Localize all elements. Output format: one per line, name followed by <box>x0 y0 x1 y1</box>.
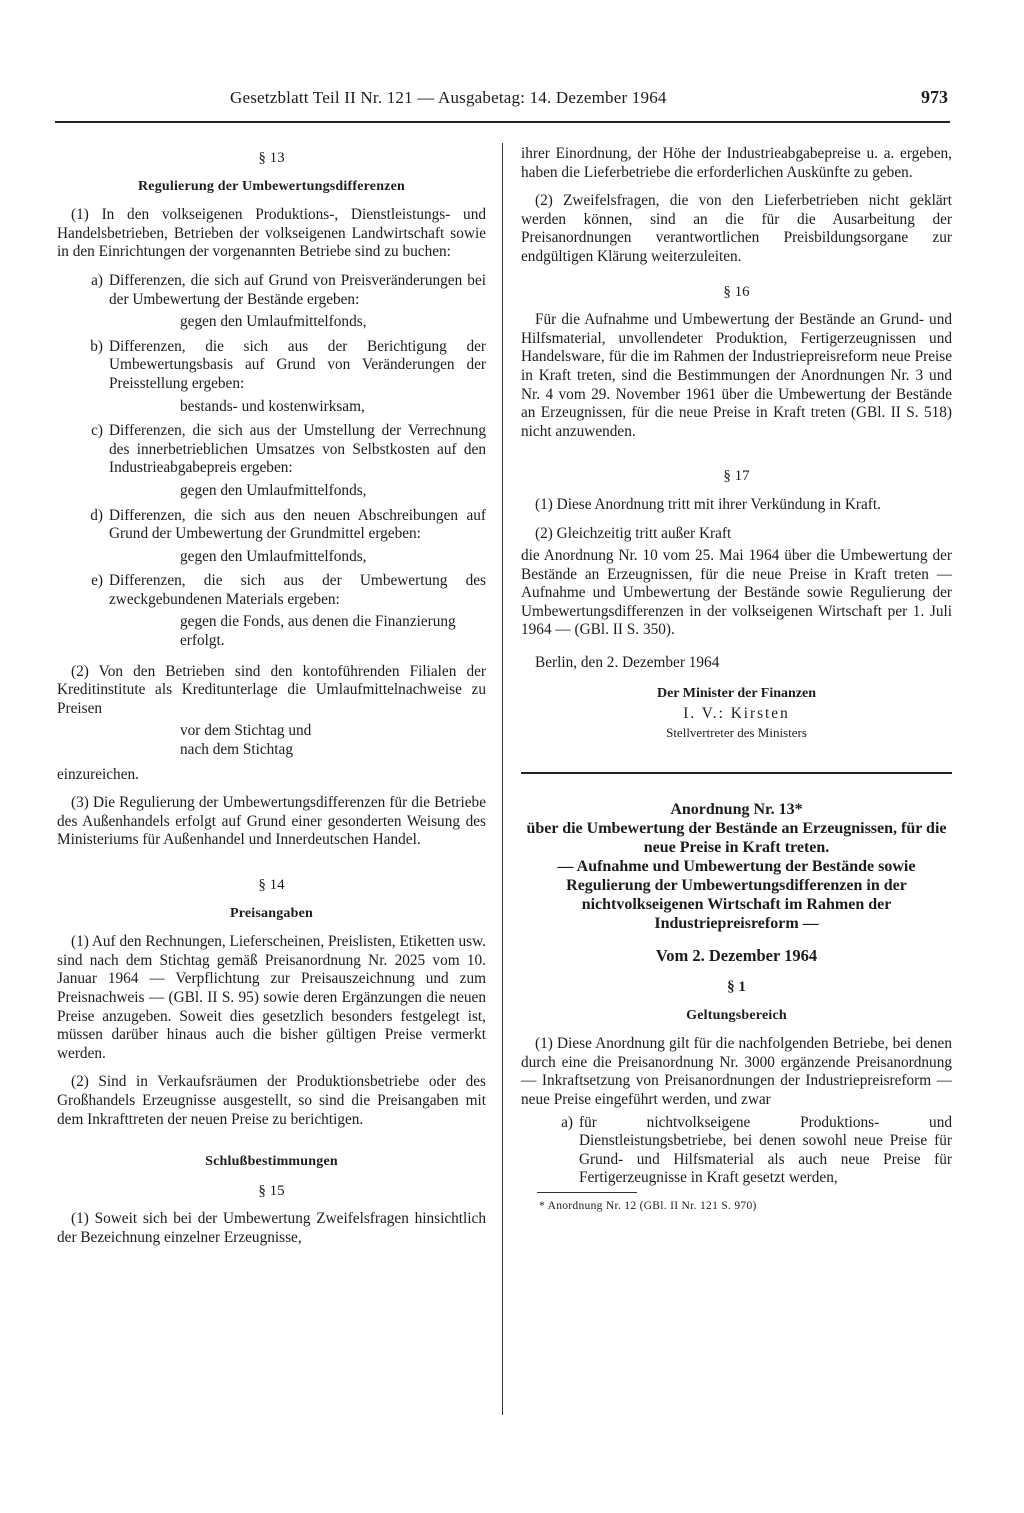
list-item-label: d) <box>90 506 103 524</box>
section-16-number: § 16 <box>723 283 750 300</box>
column-divider <box>502 143 503 1415</box>
header-rule <box>55 121 950 123</box>
list-item <box>57 572 486 609</box>
section-13-paragraph-3: (3) Die Regulierung der Umbewertungsdifferenzen für die Betriebe des Außenhandels erfolgt auf Grund einer gesonderten Weisung des Ministeriums für Außenhandel und Innerdeutschen Handel. <box>57 794 486 849</box>
signature-role: Stellvertreter des Ministers <box>666 724 807 740</box>
list-item-label: a) <box>561 1113 573 1131</box>
section-13-paragraph-2-line-2: nach dem Stichtag <box>180 741 293 759</box>
list-item-note: bestands- und kostenwirksam, <box>180 397 365 415</box>
left-column <box>57 145 486 1258</box>
section-15-number: § 15 <box>258 1182 285 1199</box>
list-item-label: e) <box>91 572 103 590</box>
order-title-line-3: — Aufnahme und Umbewertung der Bestände sowie Regulierung der Umbewertungsdifferenzen in der nichtvolkseigenen Wirtschaft im Rahmen der Industriepreisreform — <box>557 858 916 933</box>
list-item <box>57 422 486 478</box>
list-item-note: gegen den Umlaufmittelfonds, <box>180 481 367 499</box>
footnote-rule <box>537 1192 637 1193</box>
section-13-number: § 13 <box>258 150 285 166</box>
section-15-paragraph-1: (1) Soweit sich bei der Umbewertung Zweifelsfragen hinsichtlich der Bezeichnung einzelner Erzeugnisse, <box>57 1210 486 1246</box>
right-column <box>521 145 952 1216</box>
list-item-text: Differenzen, die sich aus der Berichtigung der Umbewertungsbasis auf Grund von Veränderungen der Preisstellung ergeben: <box>109 337 486 392</box>
section-14-paragraph-2: (2) Sind in Verkaufsräumen der Produktionsbetriebe oder des Großhandels Erzeugnisse ausgestellt, so sind die Preisangaben mit dem Inkrafttreten der neuen Preise zu berichtigen. <box>57 1073 486 1128</box>
list-item-note: gegen den Umlaufmittelfonds, <box>180 547 367 565</box>
order-section-1-number: § 1 <box>727 979 746 996</box>
list-item-text: Differenzen, die sich aus der Umstellung der Verrechnung des innerbetrieblichen Umsatzes von Selbstkosten auf den Industrieabgabepreis ergeben: <box>109 422 486 477</box>
list-item-text: für nichtvolkseigene Produktions- und Dienstleistungsbetriebe, bei denen sowohl neue Preise für Grund- und Hilfsmaterial als auch neue Preise für Fertigerzeugnisse in Kraft gesetzt werden, <box>579 1113 952 1187</box>
page-header <box>55 84 950 112</box>
order-title-line-1: Anordnung Nr. 13* <box>670 801 803 819</box>
section-17-number: § 17 <box>723 468 750 485</box>
list-item-note: gegen den Umlaufmittelfonds, <box>180 313 367 331</box>
final-provisions-heading: Schlußbestimmungen <box>205 1154 338 1170</box>
list-item-text: Differenzen, die sich aus den neuen Abschreibungen auf Grund der Umbewertung der Grundmittel ergeben: <box>109 506 486 543</box>
section-17-paragraph-3: die Anordnung Nr. 10 vom 25. Mai 1964 über die Umbewertung der Bestände an Erzeugnissen, für die neue Preise in Kraft treten — Aufnahme und Umbewertung der Bestände sowie Regulierung der Umbewertungsdifferenzen in der volkseigenen Wirtschaft per 1. Juli 1964 — (GBl. II S. 350). <box>521 547 952 639</box>
section-14-paragraph-1: (1) Auf den Rechnungen, Lieferscheinen, Preislisten, Etiketten usw. sind nach dem Stichtag gemäß Preisanordnung Nr. 2025 vom 10. Januar 1964 — Verpflichtung zur Preisauszeichnung und zum Preisnachweis — (GBl. II S. 95) sowie deren Ergänzungen die neuen Preise anzugeben. Soweit dies gesetzlich besonders festgelegt ist, müssen darüber hinaus auch die bisher gültigen Preise vermerkt werden. <box>57 933 486 1062</box>
order-section-1-heading: Geltungsbereich <box>686 1007 787 1023</box>
order-title <box>521 800 952 933</box>
signature-name: I. V.: Kirsten <box>683 705 790 723</box>
footnote: * Anordnung Nr. 12 (GBl. II Nr. 121 S. 970) <box>539 1199 757 1212</box>
list-item-label: a) <box>91 271 103 289</box>
page-number: 973 <box>921 87 948 107</box>
section-15-paragraph-2: (2) Zweifelsfragen, die von den Lieferbetrieben nicht geklärt werden können, sind an die für die Ausarbeitung der Preisanordnungen verantwortlichen Preisbildungsorgane zur endgültigen Klärung weiterzuleiten. <box>521 192 952 265</box>
section-13-paragraph-2: (2) Von den Betrieben sind den kontoführenden Filialen der Kreditinstitute als Kreditunterlage die Umlaufmittelnachweise zu Preisen <box>57 662 486 717</box>
section-16-paragraph-1: Für die Aufnahme und Umbewertung der Bestände an Grund- und Hilfsmaterial, unvollendeter Produktion, Fertigerzeugnissen und Handelsware, für die im Rahmen der Industriepreisreform neue Preise in Kraft treten, sind die Bestimmungen der Anordnungen Nr. 3 und Nr. 4 vom 29. November 1961 über die Umbewertung der Bestände an Erzeugnissen, für die neue Preise in Kraft treten (GBl. II S. 518) nicht anzuwenden. <box>521 311 952 440</box>
section-13-paragraph-2-line-1: vor dem Stichtag und <box>180 722 312 740</box>
list-item-label: c) <box>91 422 103 440</box>
section-14-heading: Preisangaben <box>229 905 314 921</box>
section-13-heading: Regulierung der Umbewertungsdifferenzen <box>137 178 406 194</box>
list-item <box>57 338 486 394</box>
order-section-1-paragraph-1: (1) Diese Anordnung gilt für die nachfolgenden Betriebe, bei denen durch eine die Preisanordnung Nr. 3000 ergänzende Preisanordnung — Inkraftsetzung von Preisanordnungen der Industriepreisreform — neue Preise eingeführt werden, und zwar <box>521 1035 952 1108</box>
section-13-paragraph-1: (1) In den volkseigenen Produktions-, Dienstleistungs- und Handelsbetrieben, Betrieben der volkseigenen Landwirtschaft sowie in den Einrichtungen der vorgenannten Betriebe sind zu buchen: <box>57 206 486 261</box>
list-item <box>57 507 486 544</box>
order-date: Vom 2. Dezember 1964 <box>655 946 818 966</box>
section-14-number: § 14 <box>258 877 285 893</box>
list-item-note: gegen die Fonds, aus denen die Finanzierung erfolgt. <box>180 613 456 650</box>
section-divider <box>521 772 952 774</box>
page-header-title: Gesetzblatt Teil II Nr. 121 — Ausgabetag: 14. Dezember 1964 <box>230 88 667 107</box>
order-title-line-2: über die Umbewertung der Bestände an Erzeugnissen, für die neue Preise in Kraft treten. <box>526 820 947 857</box>
section-13-paragraph-2-end: einzureichen. <box>57 765 139 783</box>
place-and-date: Berlin, den 2. Dezember 1964 <box>535 654 720 672</box>
section-17-paragraph-1: (1) Diese Anordnung tritt mit ihrer Verkündung in Kraft. <box>535 495 881 513</box>
section-15-continuation: ihrer Einordnung, der Höhe der Industrieabgabepreise u. a. ergeben, haben die Lieferbetriebe die erforderlichen Auskünfte zu geben. <box>521 145 952 181</box>
list-item-text: Differenzen, die sich aus der Umbewertung des zweckgebundenen Materials ergeben: <box>109 572 486 608</box>
list-item-text: Differenzen, die sich auf Grund von Preisveränderungen bei der Umbewertung der Bestände ergeben: <box>109 271 486 308</box>
section-17-paragraph-2: (2) Gleichzeitig tritt außer Kraft <box>535 524 732 542</box>
list-item <box>521 1114 952 1188</box>
signature-office: Der Minister der Finanzen <box>656 685 817 701</box>
list-item-label: b) <box>90 337 103 355</box>
list-item <box>57 272 486 309</box>
